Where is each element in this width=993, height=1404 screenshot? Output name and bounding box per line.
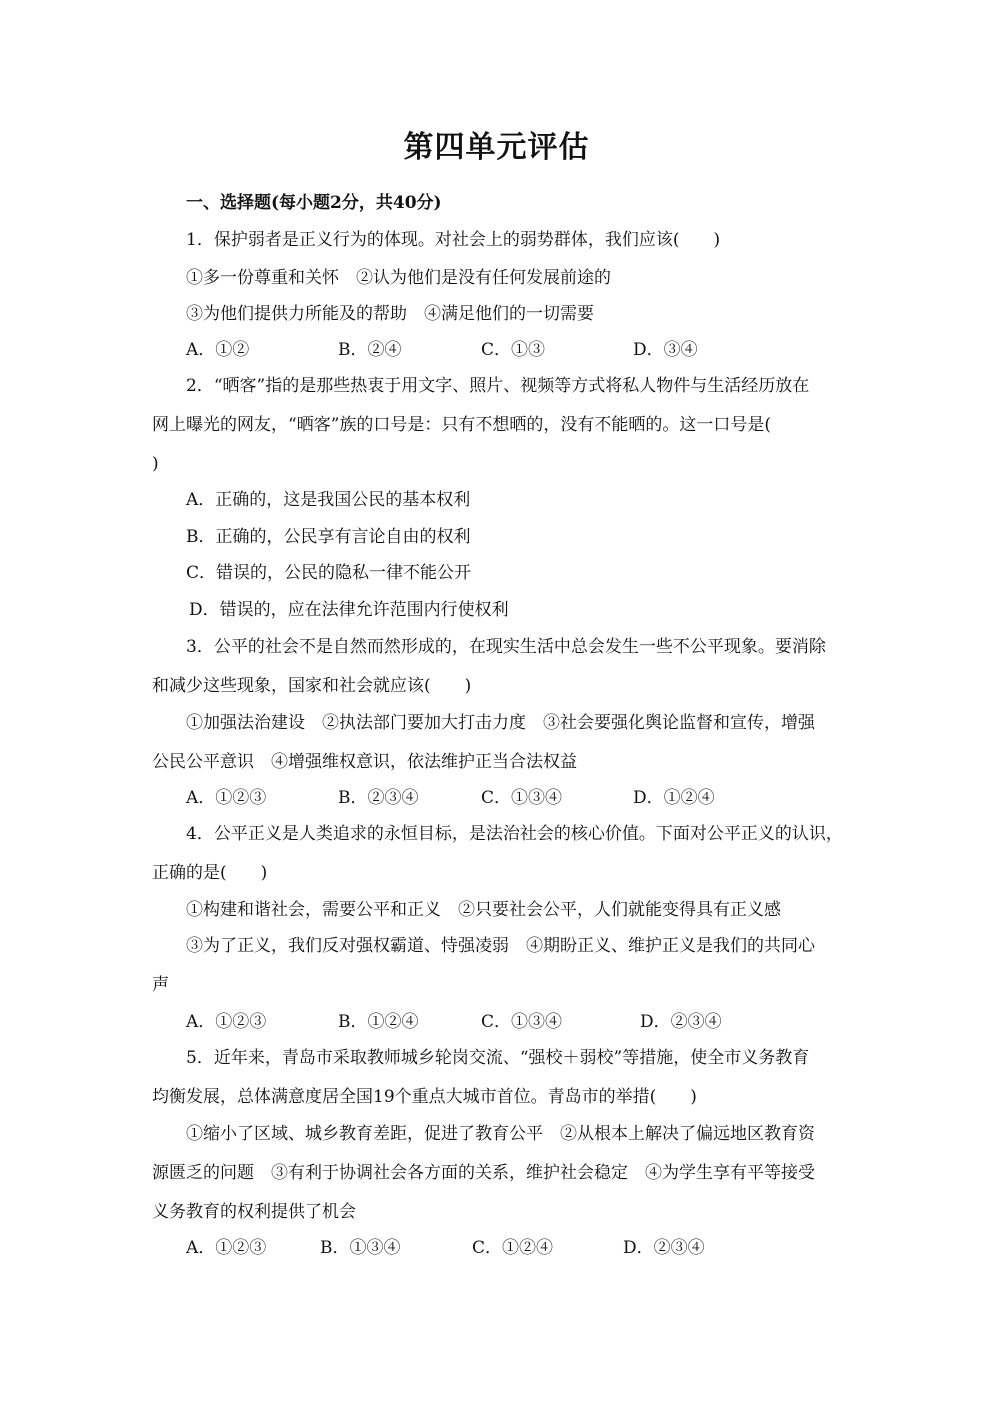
q3-option-b: B．②③④ <box>338 788 419 808</box>
q1-option-d: D．③④ <box>633 340 698 360</box>
q1-stem: 1．保护弱者是正义行为的体现。对社会上的弱势群体，我们应该( ) <box>186 230 721 250</box>
q5-option-c: C．①②④ <box>472 1238 554 1258</box>
q5-statement-2: 源匮乏的问题 ③有利于协调社会各方面的关系，维护社会稳定 ④为学生享有平等接受 <box>152 1163 815 1183</box>
q1-statement-2: ③为他们提供力所能及的帮助 ④满足他们的一切需要 <box>186 304 594 324</box>
page-title: 第四单元评估 <box>403 130 590 165</box>
q1-option-a: A．①② <box>186 340 250 360</box>
q3-option-d: D．①②④ <box>633 788 715 808</box>
q4-statement-1: ①构建和谐社会，需要公平和正义 ②只要社会公平，人们就能变得具有正义感 <box>186 900 781 920</box>
q4-option-c: C．①③④ <box>481 1012 563 1032</box>
q2-stem-line-1: 2．“晒客”指的是那些热衷于用文字、照片、视频等方式将私人物件与生活经历放在 <box>186 376 810 396</box>
q4-option-a: A．①②③ <box>186 1012 267 1032</box>
q4-stem-line-1: 4．公平正义是人类追求的永恒目标，是法治社会的核心价值。下面对公平正义的认识， <box>186 824 843 844</box>
q3-statement-2: 公民公平意识 ④增强维权意识，依法维护正当合法权益 <box>152 752 577 772</box>
q5-option-b: B．①③④ <box>320 1238 401 1258</box>
q5-stem-line-2: 均衡发展，总体满意度居全国19个重点大城市首位。青岛市的举措( ) <box>152 1087 697 1107</box>
q4-stem-line-2: 正确的是( ) <box>152 863 268 883</box>
section-heading: 一、选择题(每小题2分，共40分) <box>186 193 442 213</box>
q2-stem-line-3: ) <box>152 454 159 474</box>
q4-option-b: B．①②④ <box>338 1012 419 1032</box>
q5-statement-3: 义务教育的权利提供了机会 <box>152 1202 356 1222</box>
q2-option-b: B．正确的，公民享有言论自由的权利 <box>186 527 471 547</box>
q5-stem-line-1: 5．近年来，青岛市采取教师城乡轮岗交流、“强校＋弱校”等措施，使全市义务教育 <box>186 1048 810 1068</box>
q2-stem-line-2: 网上曝光的网友，“晒客”族的口号是：只有不想晒的，没有不能晒的。这一口号是( <box>152 415 772 435</box>
q5-option-d: D．②③④ <box>623 1238 705 1258</box>
q3-statement-1: ①加强法治建设 ②执法部门要加大打击力度 ③社会要强化舆论监督和宣传，增强 <box>186 713 815 733</box>
q2-option-d: D．错误的，应在法律允许范围内行使权利 <box>189 600 509 620</box>
q1-option-c: C．①③ <box>481 340 546 360</box>
q4-statement-2: ③为了正义，我们反对强权霸道、恃强凌弱 ④期盼正义、维护正义是我们的共同心 <box>186 936 815 956</box>
q5-statement-1: ①缩小了区域、城乡教育差距，促进了教育公平 ②从根本上解决了偏远地区教育资 <box>186 1124 815 1144</box>
q5-option-a: A．①②③ <box>186 1238 267 1258</box>
q1-statement-1: ①多一份尊重和关怀 ②认为他们是没有任何发展前途的 <box>186 268 611 288</box>
q3-option-c: C．①③④ <box>481 788 563 808</box>
q2-option-c: C．错误的，公民的隐私一律不能公开 <box>186 563 472 583</box>
q3-option-a: A．①②③ <box>186 788 267 808</box>
q4-statement-3: 声 <box>152 975 169 995</box>
q3-stem-line-1: 3．公平的社会不是自然而然形成的，在现实生活中总会发生一些不公平现象。要消除 <box>186 637 826 657</box>
q1-option-b: B．②④ <box>338 340 402 360</box>
q3-stem-line-2: 和减少这些现象，国家和社会就应该( ) <box>152 676 472 696</box>
q4-option-d: D．②③④ <box>640 1012 722 1032</box>
q2-option-a: A．正确的，这是我国公民的基本权利 <box>186 490 471 510</box>
